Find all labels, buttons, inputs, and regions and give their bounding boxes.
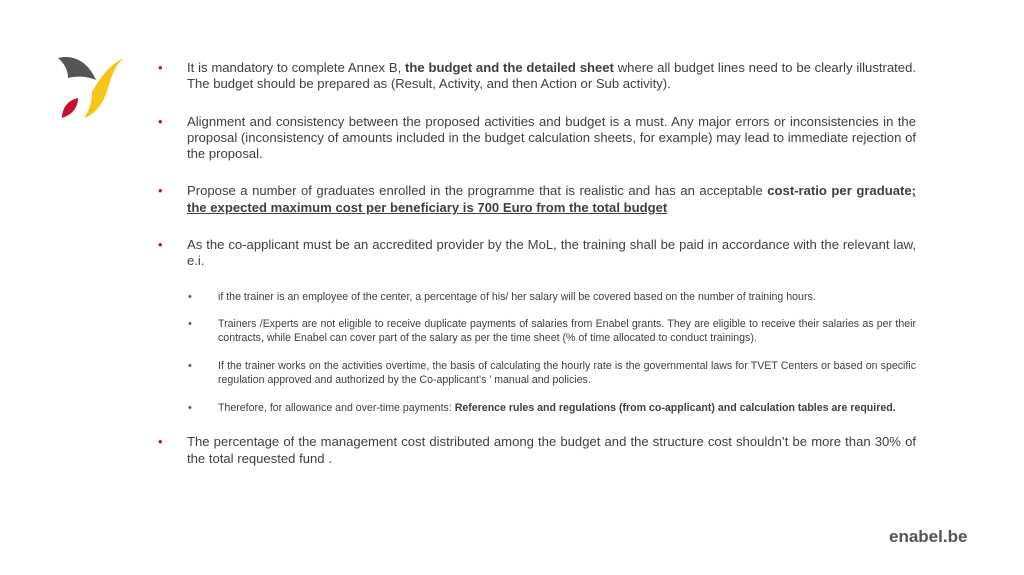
sub-bullet-overtime bbox=[158, 360, 916, 388]
enabel-logo bbox=[56, 54, 128, 120]
bullet-text: where all budget lines need to be clearly illustrated. The budget should be prepared as (Result, Activity, and then Action or Sub activity). bbox=[187, 60, 916, 92]
bullet-alignment bbox=[158, 114, 916, 163]
sub-bullet-experts bbox=[158, 318, 916, 346]
sub-bullet-bold-text: Reference rules and regulations (from co-applicant) and calculation tables are required. bbox=[454, 401, 896, 414]
bullet-marker: • bbox=[158, 434, 163, 450]
bullet-text: As the co-applicant must be an accredited provider by the MoL, the training shall be paid in accordance with the relevant law, e.i. bbox=[187, 237, 916, 269]
bullet-underlined-text: ; the expected maximum cost per beneficiary is 700 Euro from the total budget bbox=[187, 183, 916, 215]
sub-bullet-marker: • bbox=[188, 360, 192, 373]
sub-bullet-allowance bbox=[158, 402, 916, 416]
sub-bullet-employee bbox=[158, 291, 916, 305]
bullet-marker: • bbox=[158, 113, 163, 129]
bullet-marker: • bbox=[158, 183, 163, 199]
sub-bullet-text: if the trainer is an employee of the center, a percentage of his/ her salary will be covered based on the number of training hours. bbox=[218, 290, 816, 303]
sub-bullet-text: If the trainer works on the activities overtime, the basis of calculating the hourly rate is the governmental laws for TVET Centers or based on specific regulation approved and authorized by the Co-applicant’s ’ manual and policies. bbox=[218, 360, 916, 386]
bullet-bold-text: the budget and the detailed sheet bbox=[405, 60, 614, 75]
bullet-text: Alignment and consistency between the proposed activities and budget is a must. Any major errors or inconsistencies in the proposal (inconsistency of amounts included in the budget calculation sheets, for example) may lead to immediate rejection of the proposal. bbox=[187, 113, 916, 162]
sub-bullet-marker: • bbox=[188, 290, 192, 303]
sub-bullet-marker: • bbox=[188, 318, 192, 331]
bullet-annex-b bbox=[158, 60, 916, 93]
bullet-text: The percentage of the management cost distributed among the budget and the structure cost shouldn’t be more than 30% of the total requested fund . bbox=[187, 434, 916, 466]
sub-bullet-marker: • bbox=[188, 401, 192, 414]
sub-bullet-text: Trainers /Experts are not eligible to receive duplicate payments of salaries from Enabel grants. They are eligible to receive their salaries as per their contracts, while Enabel can cover part of the salary as per the time sheet (% of time allocated to conduct trainings). bbox=[218, 318, 916, 345]
bullet-marker: • bbox=[158, 237, 163, 253]
sub-bullet-text: Therefore, for allowance and over-time payments: bbox=[218, 401, 455, 414]
bullet-graduates bbox=[158, 183, 916, 216]
bullet-text: It is mandatory to complete Annex B, bbox=[187, 60, 406, 75]
bullet-list bbox=[158, 60, 916, 488]
bullet-marker: • bbox=[158, 60, 163, 75]
bullet-bold-text: cost-ratio per graduate bbox=[767, 183, 912, 199]
bullet-management-cost bbox=[158, 434, 916, 467]
footer-site-name: enabel.be bbox=[889, 527, 968, 546]
bullet-co-applicant bbox=[158, 237, 916, 270]
bullet-text: Propose a number of graduates enrolled in the programme that is realistic and has an acceptable bbox=[187, 183, 768, 199]
